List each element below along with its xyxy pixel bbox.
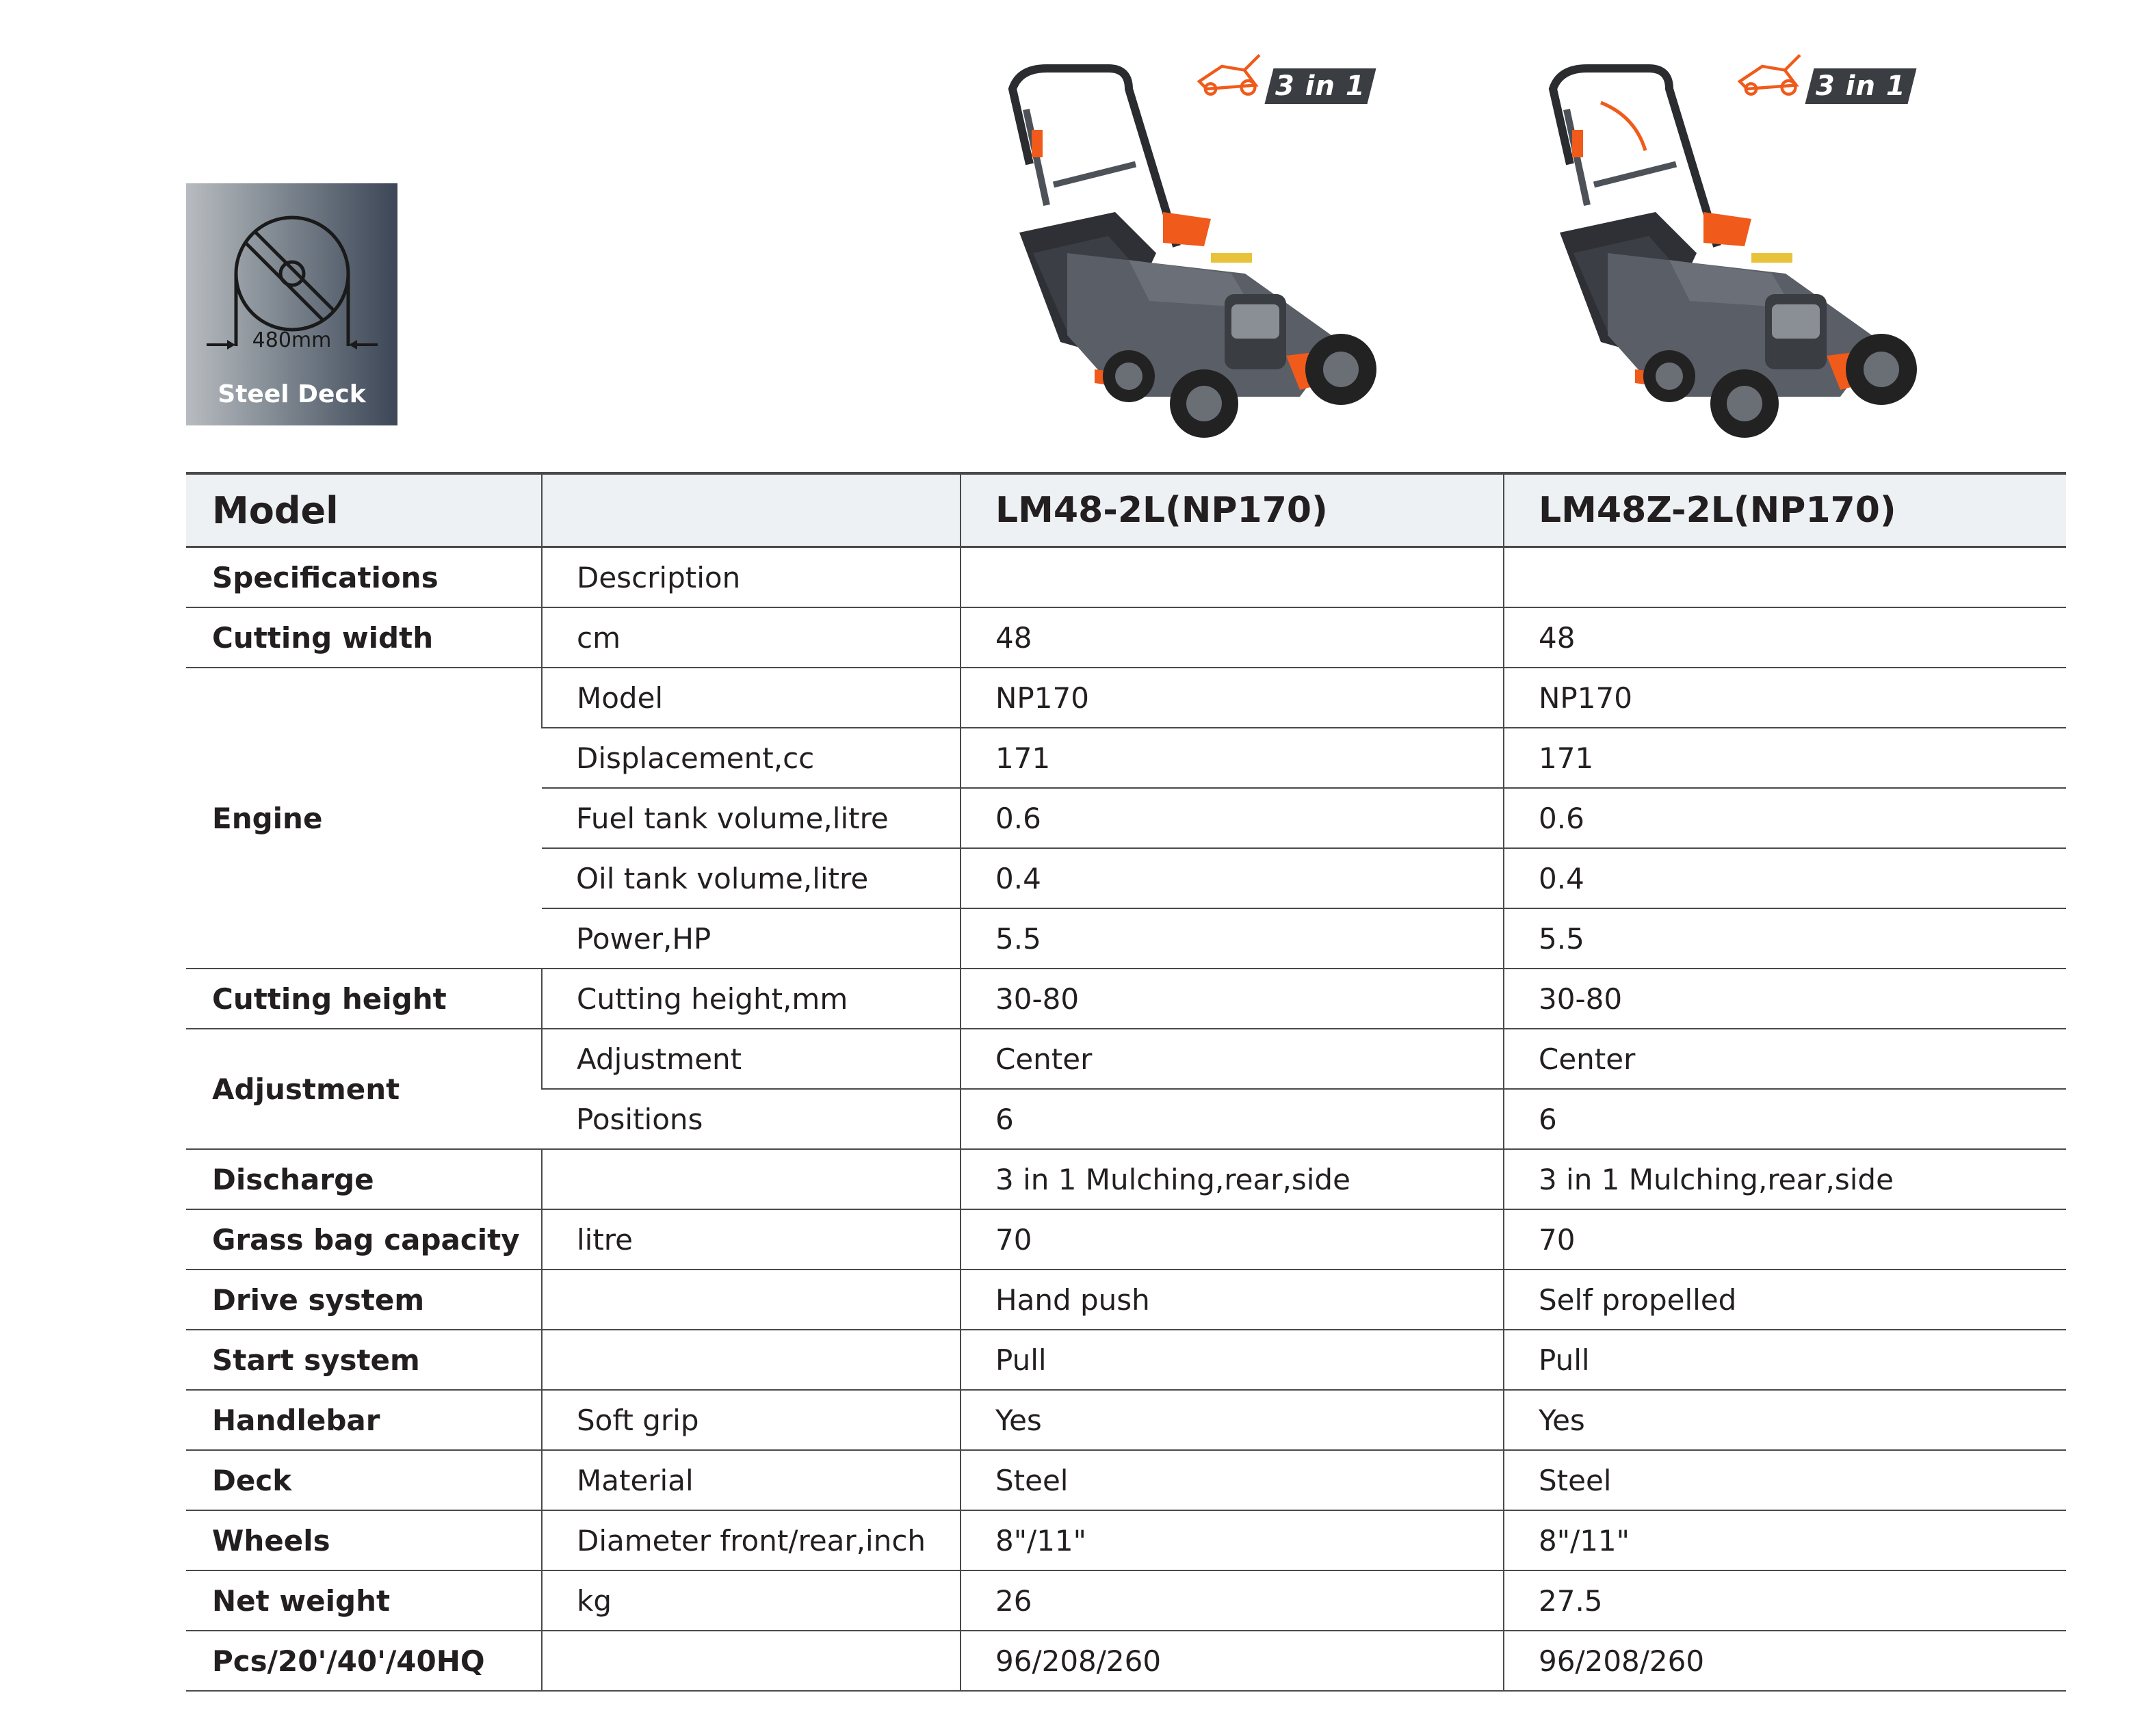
table-row [186, 547, 2066, 608]
row-label: Discharge [186, 1149, 542, 1209]
row-value-2: 0.6 [1504, 788, 2066, 848]
row-sub [542, 1149, 961, 1209]
table-row [186, 1270, 2066, 1330]
row-value-2: 5.5 [1504, 908, 2066, 969]
spec-table [186, 472, 2066, 1692]
row-value-2: 48 [1504, 607, 2066, 668]
row-value-2: Self propelled [1504, 1270, 2066, 1330]
row-label: Pcs/20'/40'/40HQ [186, 1631, 542, 1691]
row-value-2: 3 in 1 Mulching,rear,side [1504, 1149, 2066, 1209]
row-label: Net weight [186, 1570, 542, 1631]
row-value-1: 5.5 [961, 908, 1504, 969]
row-value-2: Center [1504, 1029, 2066, 1089]
row-value-1: NP170 [961, 668, 1504, 728]
table-row [186, 1450, 2066, 1510]
table-row [186, 969, 2066, 1029]
row-value-2: 6 [1504, 1089, 2066, 1149]
row-value-1: 96/208/260 [961, 1631, 1504, 1691]
row-value-2: Pull [1504, 1330, 2066, 1390]
row-sub: Cutting height,mm [542, 969, 961, 1029]
row-sub: Power,HP [542, 908, 961, 969]
row-label: Start system [186, 1330, 542, 1390]
row-value-1 [961, 547, 1504, 608]
row-label: Grass bag capacity [186, 1209, 542, 1270]
row-value-1: Steel [961, 1450, 1504, 1510]
row-sub: Model [542, 668, 961, 728]
row-value-2: 70 [1504, 1209, 2066, 1270]
row-label: Deck [186, 1450, 542, 1510]
row-sub [542, 1270, 961, 1330]
lawn-mower-icon [958, 48, 1396, 451]
row-sub: Material [542, 1450, 961, 1510]
row-value-2: 96/208/260 [1504, 1631, 2066, 1691]
table-row [186, 1209, 2066, 1270]
row-value-1: 0.6 [961, 788, 1504, 848]
row-value-1: Pull [961, 1330, 1504, 1390]
table-header-row [186, 473, 2066, 547]
row-value-2: 30-80 [1504, 969, 2066, 1029]
row-value-1: 6 [961, 1089, 1504, 1149]
row-value-2: Yes [1504, 1390, 2066, 1450]
table-row [186, 1510, 2066, 1570]
row-sub: Oil tank volume,litre [542, 848, 961, 908]
row-sub: Positions [542, 1089, 961, 1149]
row-value-2: Steel [1504, 1450, 2066, 1510]
row-value-2: 0.4 [1504, 848, 2066, 908]
row-value-1: 30-80 [961, 969, 1504, 1029]
row-label: Handlebar [186, 1390, 542, 1450]
row-sub: Soft grip [542, 1390, 961, 1450]
row-label: Adjustment [186, 1029, 542, 1149]
row-value-2: 8"/11" [1504, 1510, 2066, 1570]
row-label: Cutting height [186, 969, 542, 1029]
steel-deck-badge [186, 183, 397, 425]
deck-label: Steel Deck [218, 380, 366, 408]
row-sub [542, 1330, 961, 1390]
header-model-1: LM48-2L(NP170) [961, 473, 1504, 547]
row-sub: Diameter front/rear,inch [542, 1510, 961, 1570]
row-sub: kg [542, 1570, 961, 1631]
row-label: Wheels [186, 1510, 542, 1570]
row-label: Engine [186, 668, 542, 969]
header-label: Model [186, 473, 542, 547]
row-value-2: 171 [1504, 728, 2066, 788]
table-row [186, 607, 2066, 668]
row-value-1: 3 in 1 Mulching,rear,side [961, 1149, 1504, 1209]
row-sub: cm [542, 607, 961, 668]
row-value-1: 8"/11" [961, 1510, 1504, 1570]
row-value-1: 48 [961, 607, 1504, 668]
row-sub [542, 1631, 961, 1691]
table-row [186, 1570, 2066, 1631]
row-sub: Description [542, 547, 961, 608]
table-row [186, 1149, 2066, 1209]
three-in-one-tag: 3 in 1 [1265, 68, 1376, 104]
header-sub [542, 473, 961, 547]
row-value-1: Hand push [961, 1270, 1504, 1330]
row-sub: Fuel tank volume,litre [542, 788, 961, 848]
row-label: Cutting width [186, 607, 542, 668]
row-sub: Displacement,cc [542, 728, 961, 788]
table-row [186, 1390, 2066, 1450]
table-row [186, 1631, 2066, 1691]
row-value-2: NP170 [1504, 668, 2066, 728]
mini-mower-icon [1192, 51, 1267, 97]
table-row [186, 1330, 2066, 1390]
row-value-2 [1504, 547, 2066, 608]
lawn-mower-icon [1498, 48, 1936, 451]
row-sub: litre [542, 1209, 961, 1270]
product-image-lm48z [1498, 48, 1936, 451]
row-value-2: 27.5 [1504, 1570, 2066, 1631]
row-value-1: Center [961, 1029, 1504, 1089]
three-in-one-tag: 3 in 1 [1805, 68, 1917, 104]
row-value-1: 26 [961, 1570, 1504, 1631]
row-value-1: Yes [961, 1390, 1504, 1450]
row-value-1: 0.4 [961, 848, 1504, 908]
header-model-2: LM48Z-2L(NP170) [1504, 473, 2066, 547]
row-value-1: 70 [961, 1209, 1504, 1270]
table-row [186, 668, 2066, 728]
table-row [186, 1029, 2066, 1089]
row-value-1: 171 [961, 728, 1504, 788]
product-image-lm48 [958, 48, 1396, 451]
row-label: Specifications [186, 547, 542, 608]
deck-size-label: 480mm [252, 328, 332, 352]
mini-mower-icon [1732, 51, 1807, 97]
row-label: Drive system [186, 1270, 542, 1330]
row-sub: Adjustment [542, 1029, 961, 1089]
